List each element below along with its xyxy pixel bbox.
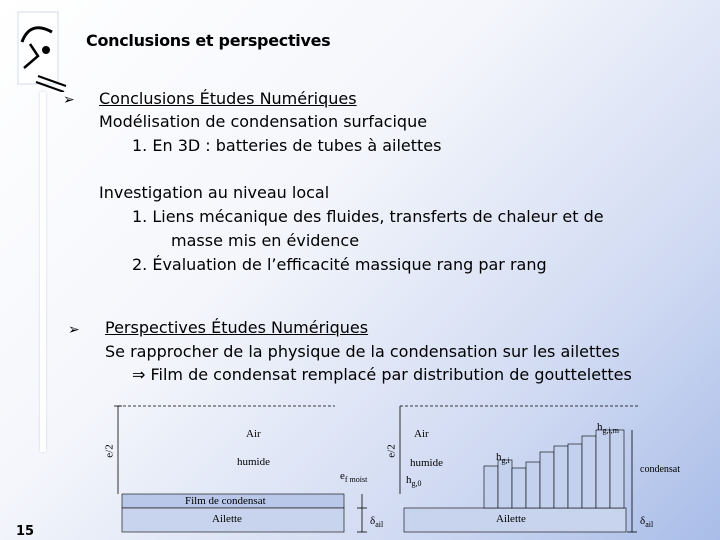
e2-label-right: e/2 [385, 444, 398, 458]
h-max-label: $h_{g,i,m}$ [597, 421, 619, 436]
slide-title: Conclusions et perspectives [86, 31, 331, 50]
delta-ail-left: $\delta_{ail}$ [370, 515, 384, 530]
humide-label-left: humide [237, 456, 270, 468]
ailette-label-right: Ailette [496, 513, 526, 525]
e-fmoist-label: $e_{f moist}$ [340, 470, 368, 485]
slide-number: 15 [16, 524, 35, 539]
humide-label-right: humide [410, 457, 443, 469]
section1-line1: Modélisation de condensation surfacique [99, 112, 428, 131]
air-label-left: Air [246, 428, 261, 440]
section2-heading: Perspectives Études Numériques [105, 318, 369, 337]
section1-item1: 1. En 3D : batteries de tubes à ailettes [132, 136, 442, 155]
bullet-arrow-icon: ➢ [68, 322, 80, 338]
section1-item2a: 1. Liens mécanique des fluides, transferts de chaleur et de [132, 207, 604, 226]
bullet-arrow-icon: ➢ [63, 92, 75, 108]
section1-line2: Investigation au niveau local [99, 183, 330, 202]
film-label: Film de condensat [185, 495, 266, 507]
section1-heading: Conclusions Études Numériques [99, 89, 357, 108]
condensat-label: condensat [640, 464, 680, 475]
section1-item2a-cont: masse mis en évidence [171, 231, 360, 250]
ailette-label-left: Ailette [212, 513, 242, 525]
section2-line2: ⇒ Film de condensat remplacé par distribution de gouttelettes [132, 365, 632, 384]
h-g0-label: $h_{g,0}$ [406, 474, 422, 489]
e2-label-left: e/2 [103, 444, 116, 458]
delta-ail-right: $\delta_{ail}$ [640, 515, 654, 530]
section2-line1: Se rapprocher de la physique de la condensation sur les ailettes [105, 342, 620, 361]
section1-item2b: 2. Évaluation de l’efficacité massique rang par rang [132, 255, 547, 274]
air-label-right: Air [414, 428, 429, 440]
droplet-bars [484, 430, 624, 508]
h-gi-label: $h_{g,i}$ [496, 451, 510, 466]
